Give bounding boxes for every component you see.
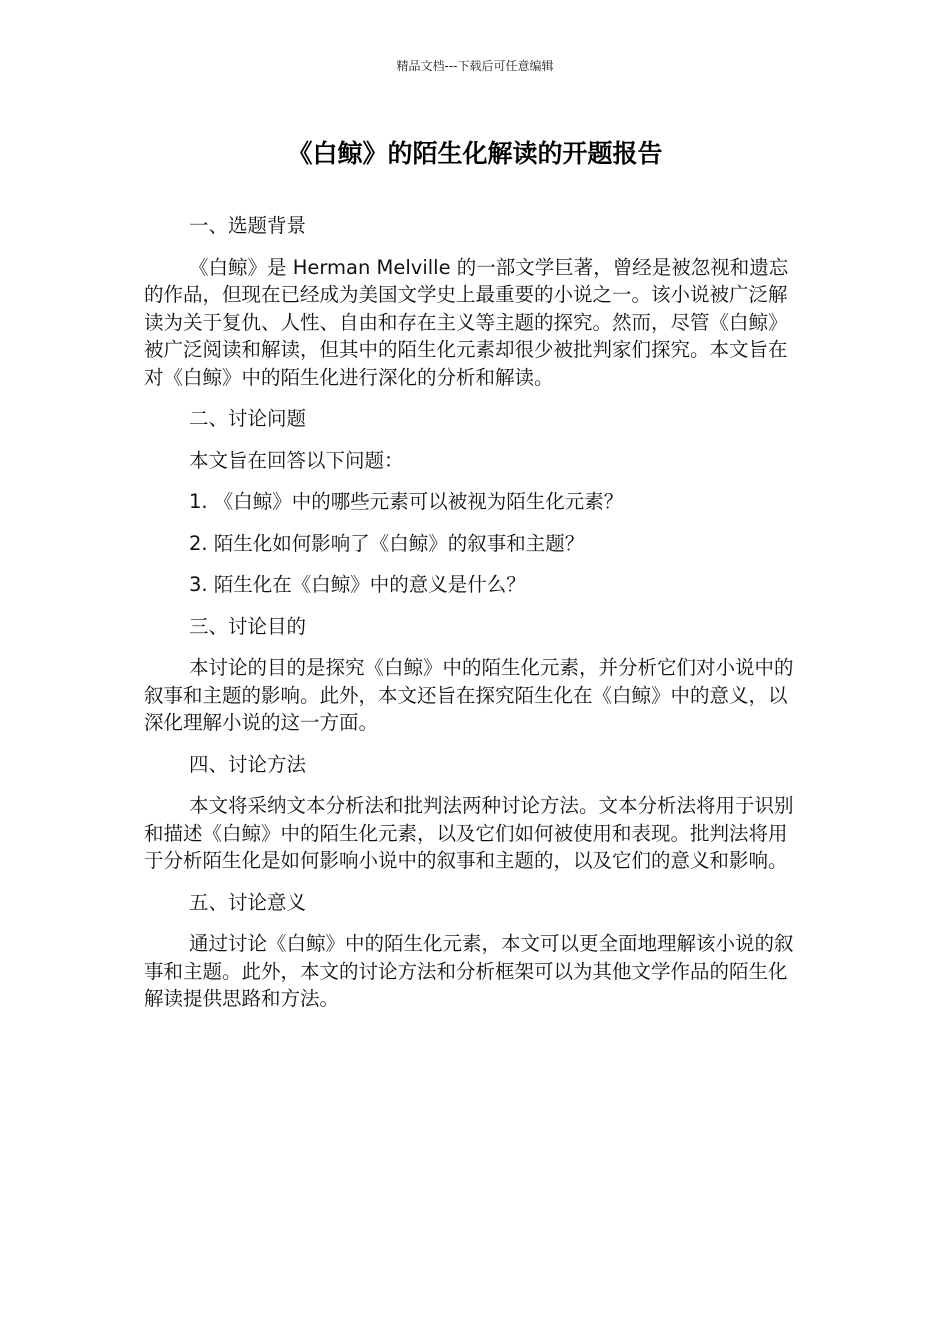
section-heading-purpose: 三、讨论目的 [189,614,307,638]
question-item-2: 2. 陌生化如何影响了《白鲸》的叙事和主题？ [189,531,585,555]
purpose-paragraph: 本讨论的目的是探究《白鲸》中的陌生化元素，并分析它们对小说中的叙事和主题的影响。此外，本文还旨在探究陌生化在《白鲸》中的意义，以深化理解小说的这一方面。 [144,656,794,734]
section-heading-background: 一、选题背景 [189,214,307,237]
page-header: 精品文档---下载后可任意编辑 [396,59,554,73]
section-heading-methods: 四、讨论方法 [189,752,307,776]
question-item-3: 3. 陌生化在《白鲸》中的意义是什么？ [189,573,526,596]
methods-paragraph: 本文将采纳文本分析法和批判法两种讨论方法。文本分析法将用于识别和描述《白鲸》中的陌生化元素，以及它们如何被使用和表现。批判法将用于分析陌生化是如何影响小说中的叙事和主题的，以及它们的意义和影响。 [144,794,794,872]
question-item-1: 1. 《白鲸》中的哪些元素可以被视为陌生化元素？ [189,490,624,513]
background-paragraph: 《白鲸》是 Herman Melville 的一部文学巨著，曾经是被忽视和遗忘的作品，但现在已经成为美国文学史上最重要的小说之一。该小说被广泛解读为关于复仇、人性、自由和存在主义等主题的探究。然而，尽管《白鲸》被广泛阅读和解读，但其中的陌生化元素却很少被批判家们探究。本文旨在对《白鲸》中的陌生化进行深化的分析和解读。 [144,255,789,389]
document-body [144,212,806,1027]
questions-intro: 本文旨在回答以下问题： [189,448,404,472]
document-title: 《白鲸》的陌生化解读的开题报告 [287,139,663,168]
significance-paragraph: 通过讨论《白鲸》中的陌生化元素，本文可以更全面地理解该小说的叙事和主题。此外，本文的讨论方法和分析框架可以为其他文学作品的陌生化解读提供思路和方法。 [144,932,794,1010]
section-heading-significance: 五、讨论意义 [189,890,307,914]
section-heading-questions: 二、讨论问题 [189,407,307,430]
